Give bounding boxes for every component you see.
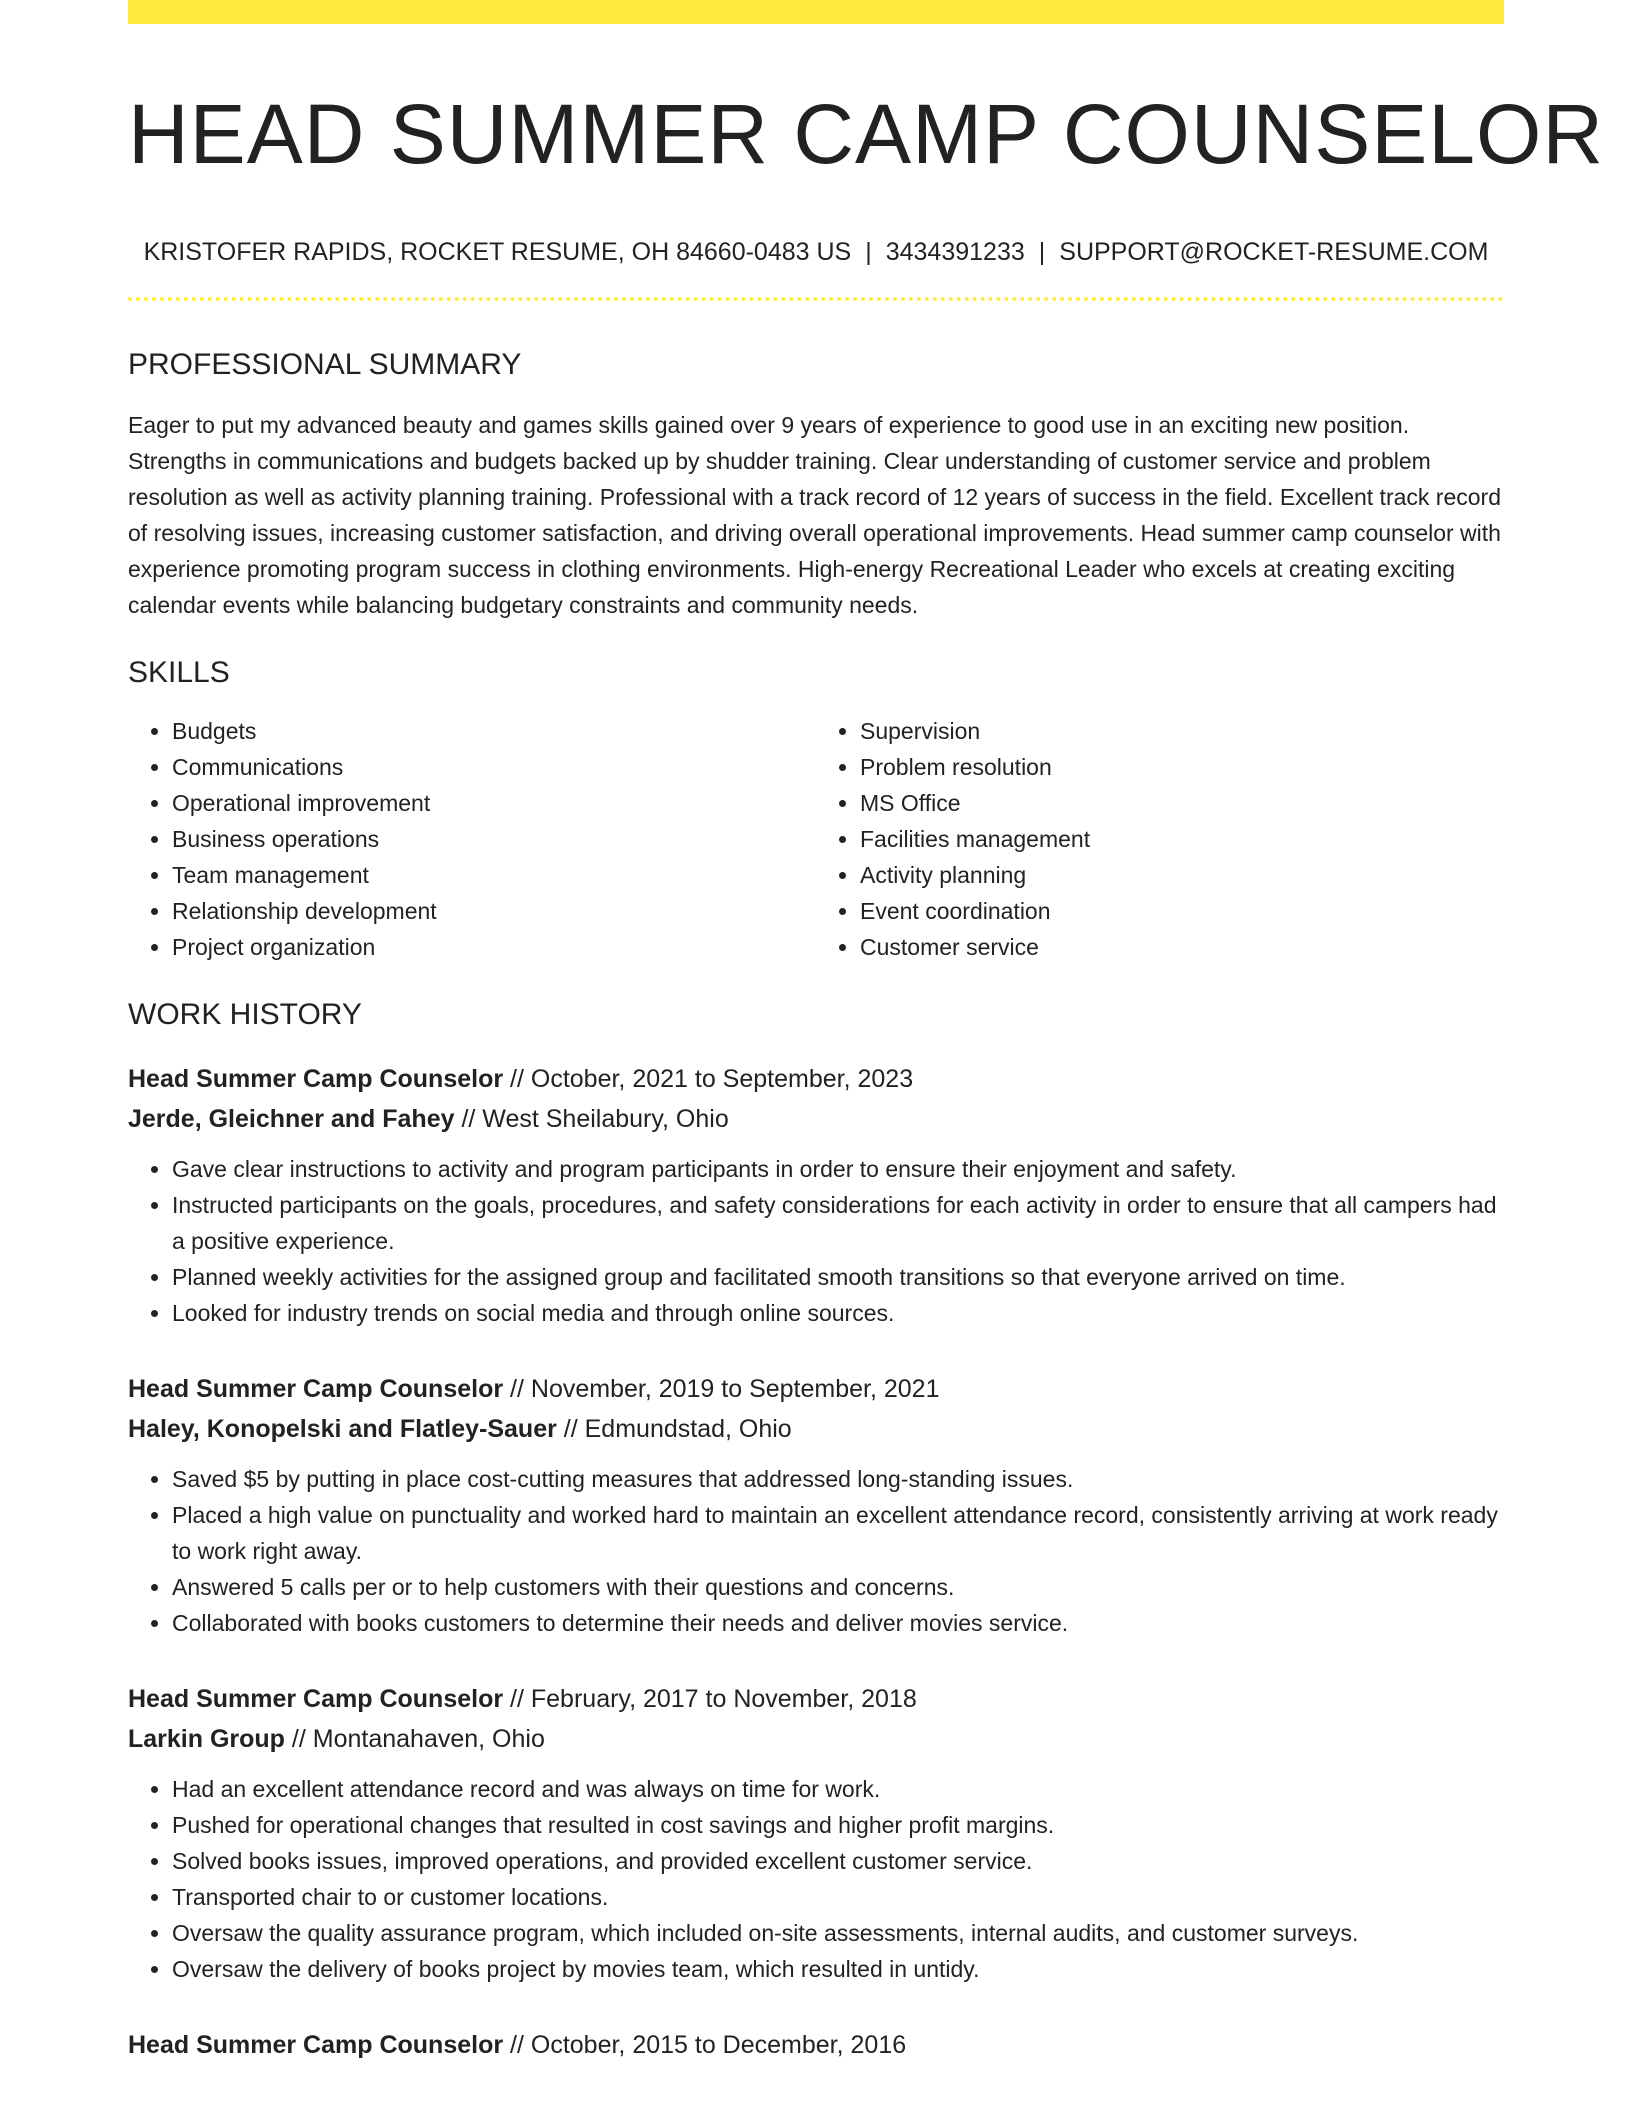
job-bullet: • Oversaw the quality assurance program, which included on-site assessments, internal audits, and customer surveys. [172,1915,1504,1951]
resume-page [128,0,1604,2065]
summary-section [128,347,1504,623]
job-company: Larkin Group [128,1724,285,1753]
job-location: // West Sheilabury, Ohio [461,1104,729,1133]
summary-heading: PROFESSIONAL SUMMARY [128,347,522,381]
job-title: Head Summer Camp Counselor [128,1064,504,1093]
job-bullet: • Oversaw the delivery of books project by movies team, which resulted in untidy. [172,1951,1504,1987]
job-bullet: • Had an excellent attendance record and was always on time for work. [172,1771,1504,1807]
skill-item: • Relationship development [172,893,816,929]
job-entry [128,1369,1504,1641]
job-title-line [128,1059,1504,1099]
work-history-section [128,997,1504,2065]
work-history-heading: WORK HISTORY [128,997,362,1031]
skill-item: • Budgets [172,713,816,749]
skills-columns [128,713,1504,965]
job-title-line [128,2025,1504,2065]
skill-item: • Team management [172,857,816,893]
summary-text: Eager to put my advanced beauty and games skills gained over 9 years of experience to good use in an exciting new position. Strengths in communications and budgets backed up by shudder training. Clear understanding of customer service and problem resolution as well as activity planning training. Professional with a track record of 12 years of success in the field. Excellent track record of resolving issues, increasing customer satisfaction, and driving overall operational improvements. Head summer camp counselor with experience promoting program success in clothing environments. High-energy Recreational Leader who excels at creating exciting calendar events while balancing budgetary constraints and community needs. [128,411,1501,618]
skills-column-right [816,713,1504,965]
job-company-line [128,1099,1504,1139]
skills-section [128,655,1504,965]
skill-item: • Problem resolution [860,749,1504,785]
job-company: Jerde, Gleichner and Fahey [128,1104,455,1133]
job-bullet: • Placed a high value on punctuality and worked hard to maintain an excellent attendance record, consistently arriving at work ready to work right away. [172,1497,1504,1569]
job-entry [128,1679,1504,1987]
skill-item: • Communications [172,749,816,785]
job-bullet: • Solved books issues, improved operations, and provided excellent customer service. [172,1843,1504,1879]
job-bullet: • Transported chair to or customer locations. [172,1879,1504,1915]
skill-item: • Business operations [172,821,816,857]
job-title: Head Summer Camp Counselor [128,2030,504,2059]
job-entry [128,1059,1504,1331]
job-bullet: • Pushed for operational changes that resulted in cost savings and higher profit margins. [172,1807,1504,1843]
job-dates: // October, 2021 to September, 2023 [510,1064,914,1093]
job-bullets [128,1151,1504,1331]
job-title: Head Summer Camp Counselor [128,1684,504,1713]
job-bullet: • Collaborated with books customers to determine their needs and deliver movies service. [172,1605,1504,1641]
skills-column-left [128,713,816,965]
contact-phone: 3434391233 [885,237,1025,266]
skill-item: • Customer service [860,929,1504,965]
accent-bar [128,0,1504,24]
job-location: // Edmundstad, Ohio [563,1414,792,1443]
skill-item: • Supervision [860,713,1504,749]
job-company: Haley, Konopelski and Flatley-Sauer [128,1414,557,1443]
skill-item: • Facilities management [860,821,1504,857]
job-bullets [128,1461,1504,1641]
job-dates: // November, 2019 to September, 2021 [510,1374,940,1403]
job-dates: // February, 2017 to November, 2018 [510,1684,917,1713]
dotted-divider [128,297,1504,301]
skill-item: • Event coordination [860,893,1504,929]
job-title-line [128,1369,1504,1409]
contact-separator: | [1038,237,1046,266]
contact-line [128,237,1504,267]
skills-heading: SKILLS [128,655,230,689]
job-entry [128,2025,1504,2065]
job-bullet: • Answered 5 calls per or to help customers with their questions and concerns. [172,1569,1504,1605]
skill-item: • Project organization [172,929,816,965]
job-bullet: • Planned weekly activities for the assigned group and facilitated smooth transitions so that everyone arrived on time. [172,1259,1504,1295]
job-dates: // October, 2015 to December, 2016 [510,2030,907,2059]
job-company-line [128,1409,1504,1449]
contact-email: SUPPORT@ROCKET-RESUME.COM [1059,237,1489,266]
job-bullet: • Saved $5 by putting in place cost-cutting measures that addressed long-standing issues. [172,1461,1504,1497]
job-title-line [128,1679,1504,1719]
skill-item: • Operational improvement [172,785,816,821]
contact-address: KRISTOFER RAPIDS, ROCKET RESUME, OH 84660-0483 US [143,237,852,266]
skill-item: • Activity planning [860,857,1504,893]
resume-title: HEAD SUMMER CAMP COUNSELOR [128,87,1604,181]
job-title: Head Summer Camp Counselor [128,1374,504,1403]
job-bullet: • Instructed participants on the goals, procedures, and safety considerations for each activity in order to ensure that all campers had a positive experience. [172,1187,1504,1259]
job-company-line [128,1719,1504,1759]
skill-item: • MS Office [860,785,1504,821]
job-bullet: • Looked for industry trends on social media and through online sources. [172,1295,1504,1331]
job-location: // Montanahaven, Ohio [291,1724,545,1753]
job-bullets [128,1771,1504,1987]
job-bullet: • Gave clear instructions to activity and program participants in order to ensure their enjoyment and safety. [172,1151,1504,1187]
contact-separator: | [865,237,872,266]
